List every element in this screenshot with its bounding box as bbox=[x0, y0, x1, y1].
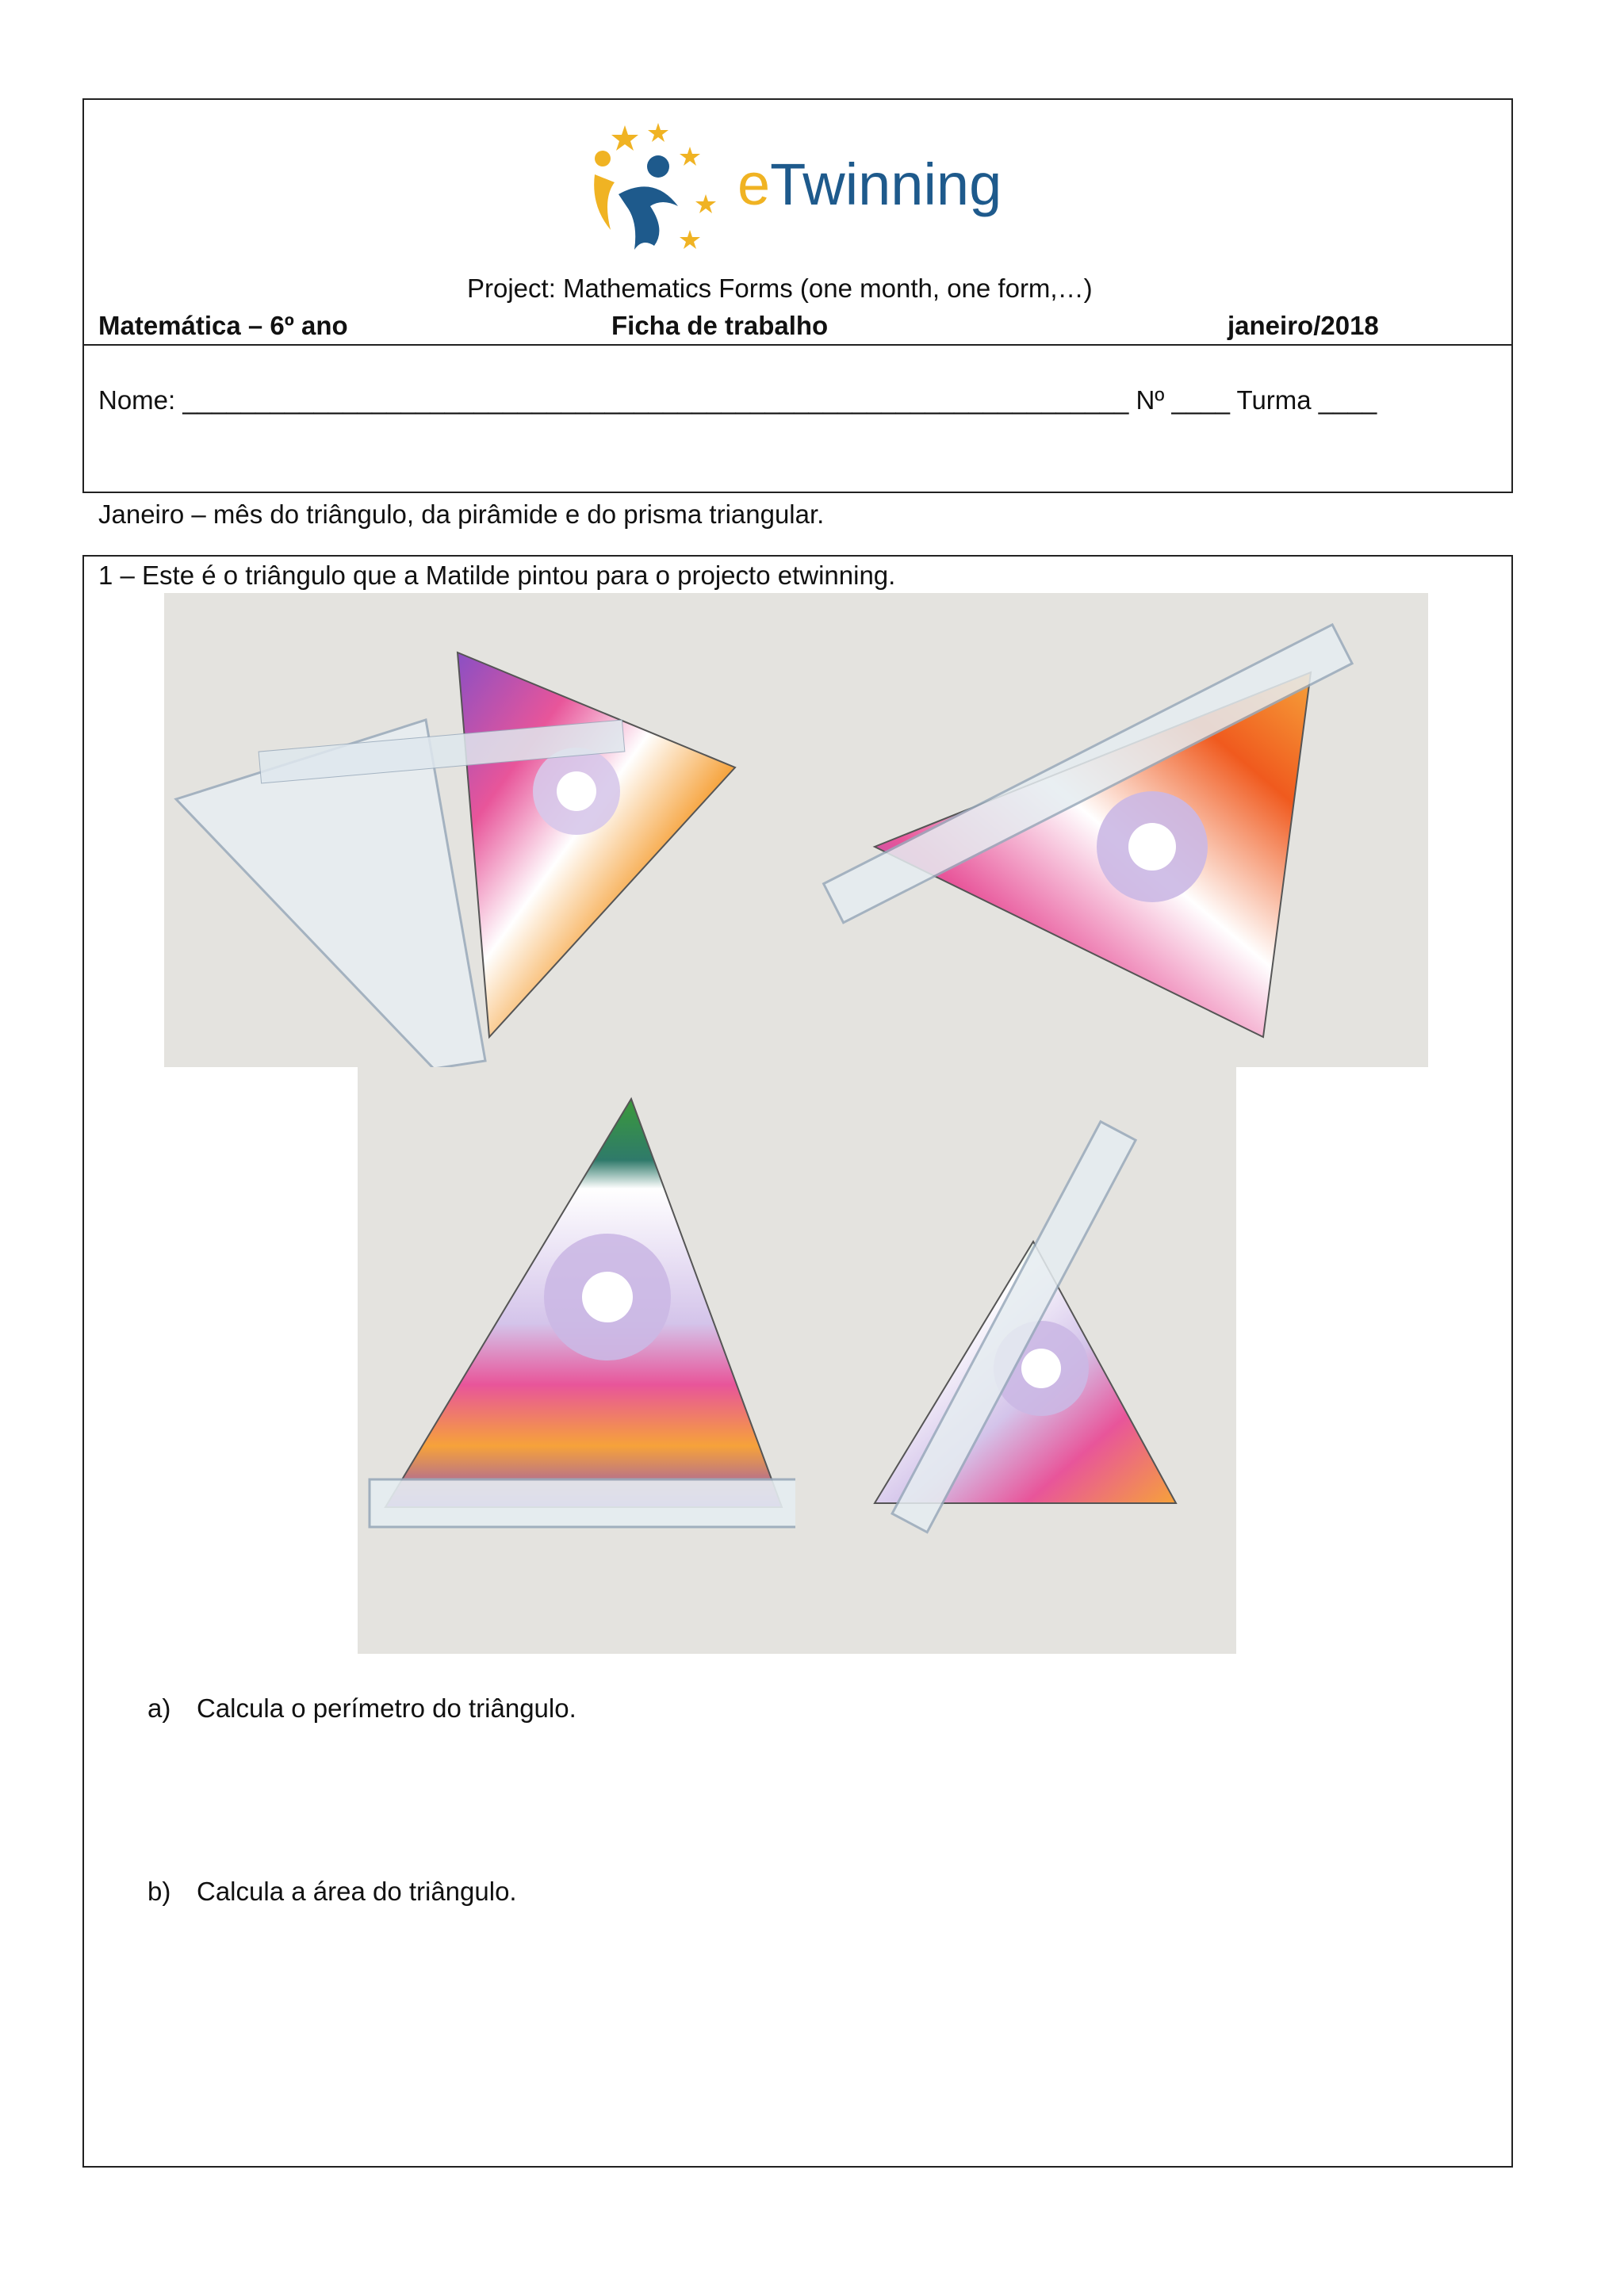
etwinning-logo bbox=[579, 119, 1055, 254]
exercise-statement: 1 – Este é o triângulo que a Matilde pintou para o projecto etwinning. bbox=[98, 561, 896, 590]
question-a-text: Calcula o perímetro do triângulo. bbox=[197, 1693, 576, 1723]
etwinning-emblem-icon bbox=[579, 119, 722, 254]
photo-triangle-with-ruler-side bbox=[795, 1067, 1236, 1654]
photo-triangle-with-ruler-base bbox=[358, 1067, 795, 1654]
project-title: Project: Mathematics Forms (one month, one form,…) bbox=[467, 274, 1093, 303]
photo-triangle-with-set-square bbox=[164, 593, 795, 1067]
date-label: janeiro/2018 bbox=[1228, 311, 1379, 340]
photo-triangle-with-ruler-top bbox=[795, 593, 1428, 1067]
student-name-line: Nome: _________________________________________________________________ Nº ____ Turma ____ bbox=[98, 385, 1377, 415]
question-b-label: b) bbox=[147, 1877, 171, 1906]
etwinning-wordmark: eTwinning bbox=[737, 151, 1002, 217]
question-a-label: a) bbox=[147, 1693, 171, 1723]
subject-label: Matemática – 6º ano bbox=[98, 311, 348, 340]
student-info-box bbox=[82, 344, 1513, 493]
sheet-type-label: Ficha de trabalho bbox=[611, 311, 829, 340]
question-b-text: Calcula a área do triângulo. bbox=[197, 1877, 517, 1906]
month-intro: Janeiro – mês do triângulo, da pirâmide e do prisma triangular. bbox=[98, 499, 825, 529]
